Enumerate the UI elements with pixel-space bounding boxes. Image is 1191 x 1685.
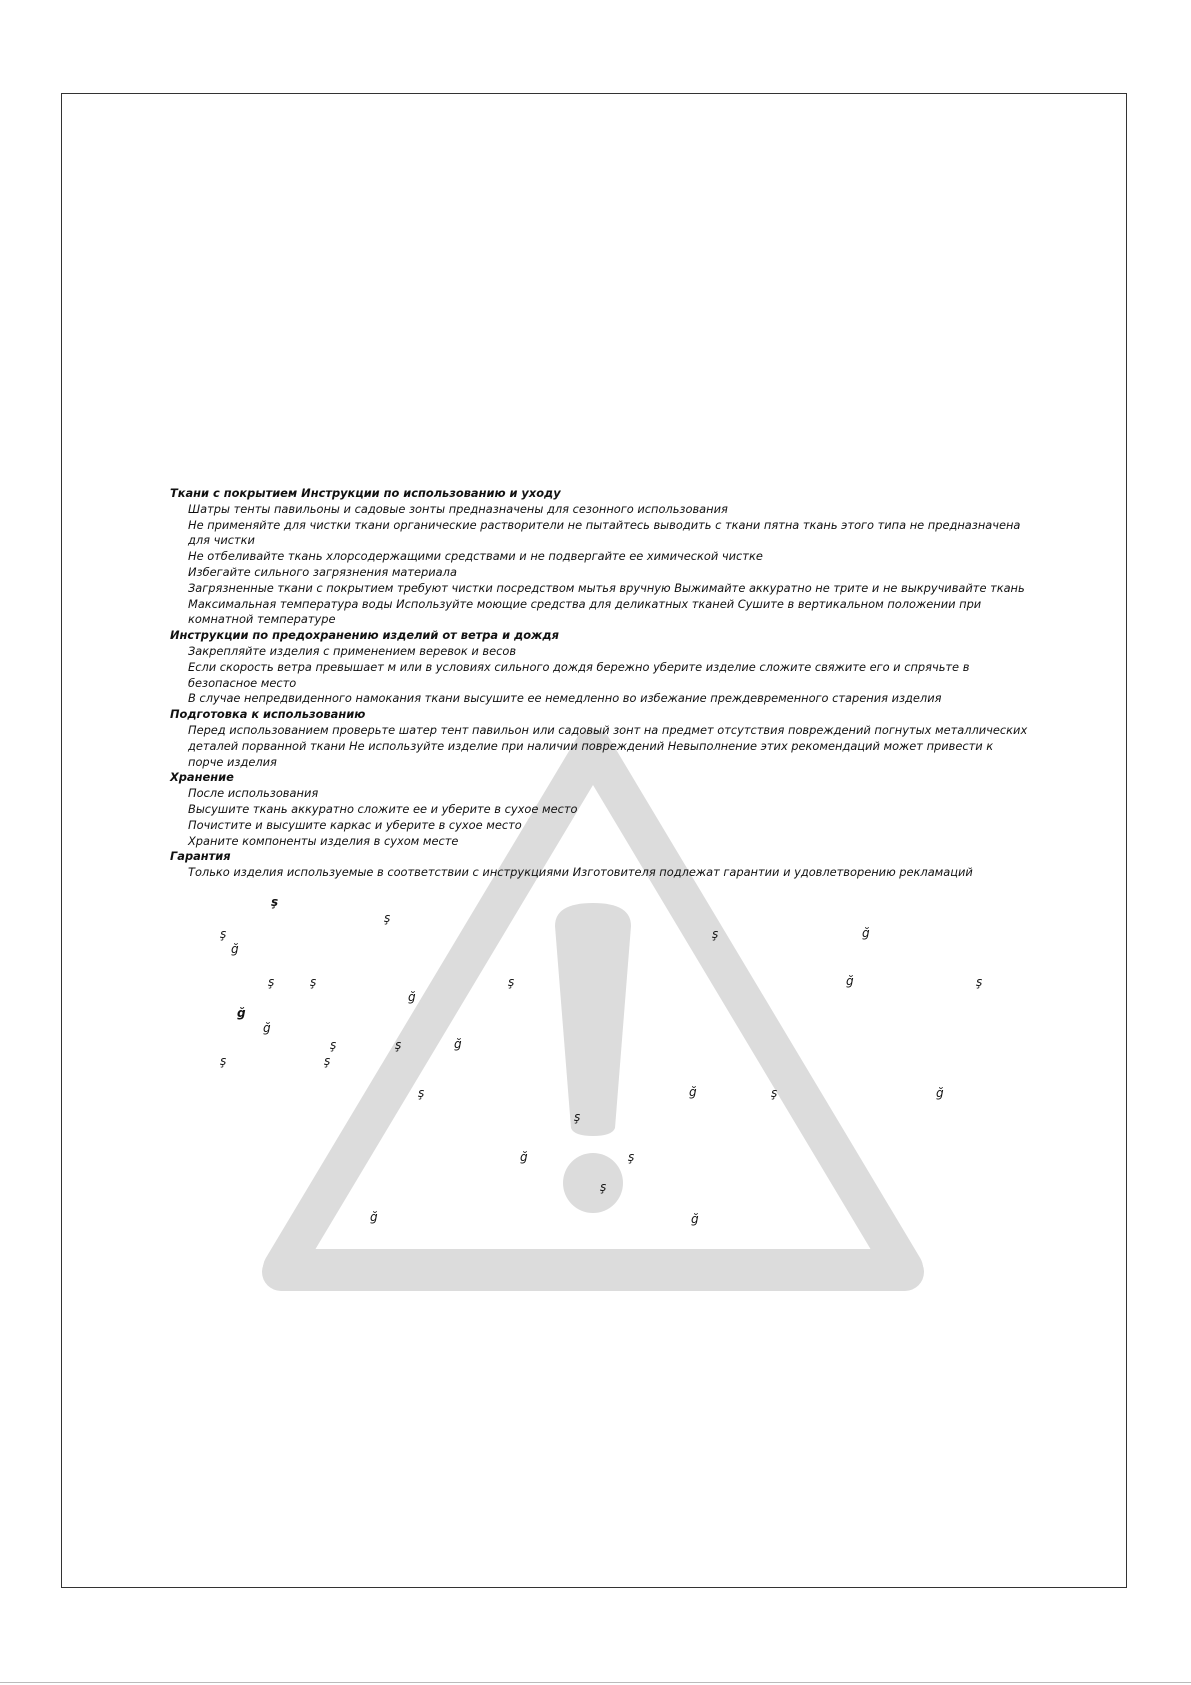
stray-glyph: ğ bbox=[231, 942, 239, 956]
list-item: Почистите и высушите каркас и уберите в сухое место bbox=[188, 817, 522, 832]
stray-glyph: ş bbox=[324, 1054, 331, 1068]
stray-glyph: ğ bbox=[689, 1085, 697, 1099]
section-warranty bbox=[170, 849, 1030, 881]
stray-glyph: ş bbox=[628, 1150, 635, 1164]
stray-glyph: ş bbox=[600, 1180, 607, 1194]
stray-glyph: ğ bbox=[408, 990, 416, 1004]
stray-glyph: ğ bbox=[936, 1086, 944, 1100]
stray-glyph: ğ bbox=[862, 926, 870, 940]
stray-glyph: ğ bbox=[846, 974, 854, 988]
stray-glyph: ş bbox=[712, 927, 719, 941]
stray-glyph: ğ bbox=[370, 1210, 378, 1224]
stray-glyph: ş bbox=[976, 975, 983, 989]
stray-glyph: ş bbox=[271, 895, 279, 909]
list-item: Загрязненные ткани с покрытием требуют чистки посредством мытья вручную Выжимайте аккуратно не трите и не выкручивайте ткань bbox=[188, 580, 1025, 595]
list-item: Закрепляйте изделия с применением веревок и весов bbox=[188, 643, 517, 658]
stray-glyph: ş bbox=[395, 1038, 402, 1052]
list-item: Перед использованием проверьте шатер тент павильон или садовый зонт на предмет отсутствия повреждений погнутых металлических деталей порванной ткани Не используйте изделие при наличии повреждений Невыполнение этих рекомендаций может привести к порче изделия bbox=[188, 722, 1028, 769]
section-coated-fabrics bbox=[170, 486, 1030, 628]
list-item: Если скорость ветра превышает м или в условиях сильного дождя бережно уберите изделие сложите свяжите его и спрячьте в безопасное место bbox=[188, 659, 970, 690]
section-wind-rain bbox=[170, 628, 1030, 707]
stray-glyph: ğ bbox=[520, 1150, 528, 1164]
section-preparation bbox=[170, 707, 1030, 770]
list-item: В случае непредвиденного намокания ткани высушите ее немедленно во избежание преждевременного старения изделия bbox=[188, 691, 942, 706]
list-item: Максимальная температура воды Используйте моющие средства для деликатных тканей Сушите в вертикальном положении при комнатной температуре bbox=[188, 596, 982, 627]
stray-glyph: ş bbox=[771, 1086, 778, 1100]
stray-glyph: ğ bbox=[263, 1021, 271, 1035]
list-item: Избегайте сильного загрязнения материала bbox=[188, 564, 457, 579]
stray-glyph: ş bbox=[508, 975, 515, 989]
list-item: Не применяйте для чистки ткани органические растворители не пытайтесь выводить с ткани пятна ткань этого типа не предназначена для чистки bbox=[188, 517, 1021, 548]
stray-glyph: ş bbox=[384, 911, 391, 925]
stray-glyph: ş bbox=[418, 1086, 425, 1100]
stray-glyph: ğ bbox=[691, 1212, 699, 1226]
list-item: Высушите ткань аккуратно сложите ее и уберите в сухое место bbox=[188, 801, 578, 816]
stray-glyph: ş bbox=[574, 1110, 581, 1124]
section-heading: Гарантия bbox=[170, 849, 231, 864]
section-heading: Инструкции по предохранению изделий от ветра и дождя bbox=[170, 628, 559, 643]
stray-glyph: ğ bbox=[237, 1006, 246, 1020]
stray-glyph: ş bbox=[220, 1054, 227, 1068]
stray-glyph: ğ bbox=[454, 1037, 462, 1051]
stray-glyph: ş bbox=[310, 975, 317, 989]
list-item: Не отбеливайте ткань хлорсодержащими средствами и не подвергайте ее химической чистке bbox=[188, 549, 763, 564]
list-item: Только изделия используемые в соответствии с инструкциями Изготовителя подлежат гарантии и удовлетворению рекламаций bbox=[188, 865, 973, 880]
section-heading: Ткани с покрытием Инструкции по использованию и уходу bbox=[170, 486, 561, 500]
list-item: Шатры тенты павильоны и садовые зонты предназначены для сезонного использования bbox=[188, 501, 728, 516]
page-edge-line bbox=[0, 1682, 1191, 1683]
stray-glyph: ş bbox=[330, 1038, 337, 1052]
instructions-text bbox=[170, 486, 1030, 881]
list-item: После использования bbox=[188, 786, 319, 801]
section-heading: Подготовка к использованию bbox=[170, 707, 366, 722]
section-heading: Хранение bbox=[170, 770, 234, 785]
list-item: Храните компоненты изделия в сухом месте bbox=[188, 833, 459, 848]
stray-glyph: ş bbox=[268, 975, 275, 989]
section-storage bbox=[170, 770, 1030, 849]
stray-glyph: ş bbox=[220, 927, 227, 941]
